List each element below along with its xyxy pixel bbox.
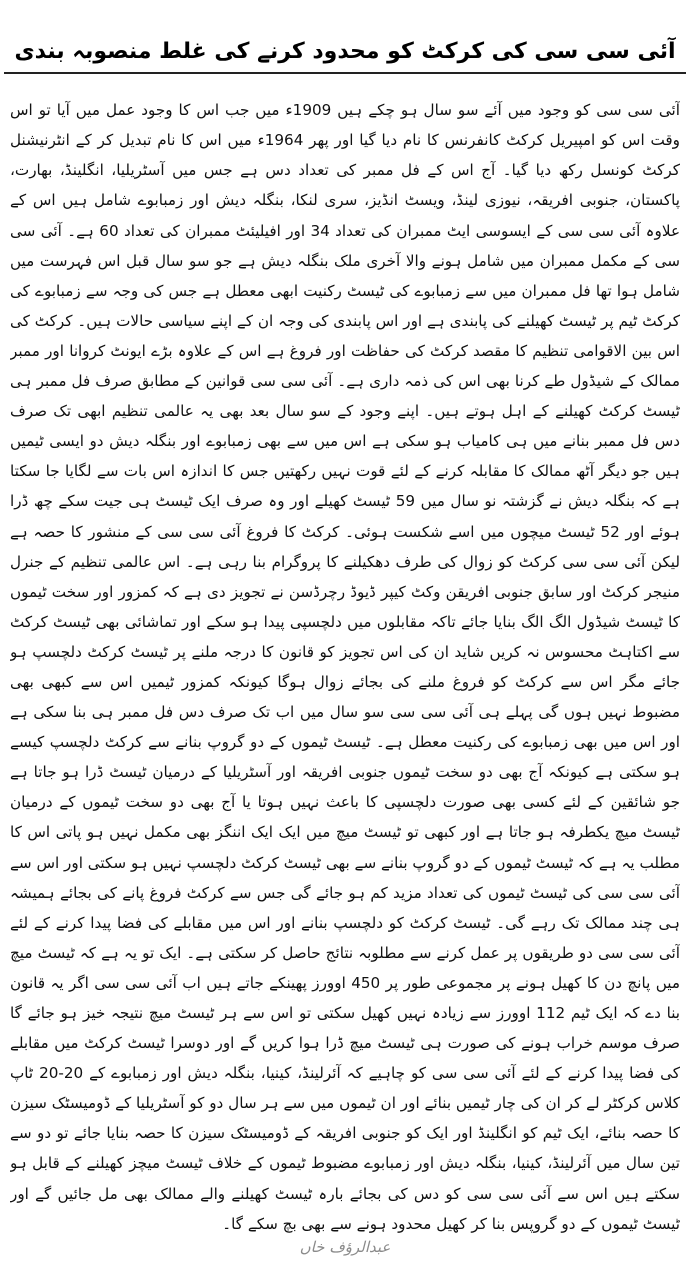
headline-divider [4,72,686,74]
article-headline: آئی سی سی کی کرکٹ کو محدود کرنے کی غلط منصوبہ بندی [14,38,676,64]
article-body: آئی سی سی کو وجود میں آئے سو سال ہو چکے ہیں 1909ء میں جب اس کا وجود عمل میں آیا تو اس وقت اس کو امپیریل کرکٹ کانفرنس کا نام دیا گیا اور پھر 1964ء میں اس کا نام تبدیل کر کے انٹرنیشنل کرکٹ کونسل رکھ دیا گیا۔ آج اس کے فل ممبر کی تعداد دس ہے جس میں آسٹریلیا، انگلینڈ، بھارت، پاکستان، جنوبی افریقہ، نیوزی لینڈ، ویسٹ انڈیز، سری لنکا، بنگلہ دیش اور زمبابوے شامل ہیں اس کے علاوہ آئی سی سی کے ایسوسی ایٹ ممبران کی تعداد 34 اور افیلیئٹ ممبران کی تعداد 60 ہے۔ آئی سی سی کے مکمل ممبران میں شامل ہونے والا آخری ملک بنگلہ دیش ہے جو سو سال قبل اس فہرست میں شامل ہوا تھا فل ممبران میں سے زمبابوے کی ٹیسٹ رکنیت ابھی معطل ہے جس کی وجہ سے زمبابوے کی کرکٹ ٹیم پر ٹیسٹ کھیلنے کی پابندی ہے اور اس پابندی کی وجہ ان کے اپنے سیاسی حالات ہیں۔ کرکٹ کی اس بین الاقوامی تنظیم کا مقصد کرکٹ کی حفاظت اور فروغ ہے اس کے علاوہ بڑے ایونٹ کروانا اور ممبر ممالک کے شیڈول طے کرنا بھی اس کی ذمہ داری ہے۔ آئی سی سی قوانین کے مطابق صرف فل ممبر ہی ٹیسٹ کرکٹ کھیلنے کے اہل ہوتے ہیں۔ اپنے وجود کے سو سال بعد بھی یہ عالمی تنظیم ابھی تک صرف دس فل ممبر بنانے میں ہی کامیاب ہو سکی ہے اس میں سے بھی زمبابوے اور بنگلہ دیش دو ایسی ٹیمیں ہیں جو دیگر آٹھ ممالک کا مقابلہ کرنے کے لئے قوت نہیں رکھتیں جس کا اندازہ اس بات سے لگایا جا سکتا ہے کہ بنگلہ دیش نے گزشتہ نو سال میں 59 ٹیسٹ کھیلے اور وہ صرف ایک ٹیسٹ ہی جیت سکے چھ ڈرا ہوئے اور 52 ٹیسٹ میچوں میں اسے شکست ہوئی۔ کرکٹ کا فروغ آئی سی سی کے منشور کا حصہ ہے لیکن آئی سی سی کرکٹ کو زوال کی طرف دھکیلنے کا پروگرام بنا رہی ہے۔ اس عالمی تنظیم کے جنرل منیجر کرکٹ اور سابق جنوبی افریقن وکٹ کیپر ڈیوڈ رچرڈسن نے تجویز دی ہے کہ کمزور اور سخت ٹیموں کا ٹیسٹ شیڈول الگ الگ بنایا جائے تاکہ مقابلوں میں دلچسپی پیدا ہو سکے اور تماشائی بھی ٹیسٹ کرکٹ سے اکتاہٹ محسوس نہ کریں شاید ان کی اس تجویز کو قانون کا درجہ ملنے پر ٹیسٹ کرکٹ دلچسپ ہو جائے مگر اس سے کرکٹ کو فروغ ملنے کی بجائے زوال ہوگا کیونکہ کمزور ٹیمیں اس سے کبھی بھی مضبوط نہیں ہوں گی پہلے ہی آئی سی سی سو سال میں اب تک صرف دس فل ممبر ہی بنا سکی ہے اور اس میں بھی زمبابوے کی رکنیت معطل ہے۔ ٹیسٹ ٹیموں کے دو گروپ بنانے سے کرکٹ دلچسپ کیسے ہو سکتی ہے کیونکہ آج بھی دو سخت ٹیموں جنوبی افریقہ اور آسٹریلیا کے درمیان ٹیسٹ ڈرا ہو جاتا ہے جو شائقین کے لئے کسی بھی صورت دلچسپی کا باعث نہیں ہوتا یا آج بھی دو سخت ٹیموں کے درمیان ٹیسٹ میچ یکطرفہ ہو جاتا ہے اور کبھی تو ٹیسٹ میچ میں ایک ایک اننگز بھی مکمل نہیں ہو پاتی اس کا مطلب یہ ہے کہ ٹیسٹ ٹیموں کے دو گروپ بنانے سے بھی ٹیسٹ کرکٹ دلچسپ نہیں ہو سکتی اور اس سے آئی سی سی کی ٹیسٹ ٹیموں کی تعداد مزید کم ہو جائے گی جس سے کرکٹ فروغ پانے کی بجائے ہمیشہ ہی چند ممالک تک رہے گی۔ ٹیسٹ کرکٹ کو دلچسپ بنانے اور اس میں مقابلے کی فضا پیدا کرنے کے لئے آئی سی سی دو طریقوں پر عمل کرنے سے مطلوبہ نتائج حاصل کر سکتی ہے۔ ایک تو یہ ہے کہ ٹیسٹ میچ میں پانچ دن کا کھیل ہونے پر مجموعی طور پر 450 اوورز پھینکے جاتے ہیں اب آئی سی سی اگر یہ قانون بنا دے کہ ایک ٹیم 112 اوورز سے زیادہ نہیں کھیل سکتی تو اس سے ہر ٹیسٹ میچ نتیجہ خیز ہو جائے گا صرف موسم خراب ہونے کی صورت ہی ٹیسٹ میچ ڈرا ہوا کریں گے اور دوسرا ٹیسٹ کرکٹ میں مقابلے کی فضا پیدا کرنے کے لئے آئی سی سی کو چاہیے کہ آئرلینڈ، کینیا، بنگلہ دیش اور زمبابوے کے 20-20 ٹاپ کلاس کرکٹر لے کر ان کی چار ٹیمیں بنائے اور ان ٹیموں میں سے ہر سال دو کو آسٹریلیا کے ڈومیسٹک سیزن کا حصہ بنائے، ایک ٹیم کو انگلینڈ اور ایک کو جنوبی افریقہ کے ڈومیسٹک سیزن کا حصہ بنایا جائے تو دو سے تین سال میں آئرلینڈ، کینیا، بنگلہ دیش اور زمبابوے مضبوط ٹیموں کے خلاف ٹیسٹ میچز کھیلنے کے قابل ہو سکتے ہیں اس سے آئی سی سی کو دس کی بجائے بارہ ٹیسٹ کھیلنے والے ممالک بھی مل جائیں گے اور ٹیسٹ ٹیموں کے دو گروپس بنا کر کھیل محدود ہونے سے بھی بچ سکے گا۔ [10,101,680,1233]
author-byline: عبدالرؤف خاں [299,1238,391,1256]
